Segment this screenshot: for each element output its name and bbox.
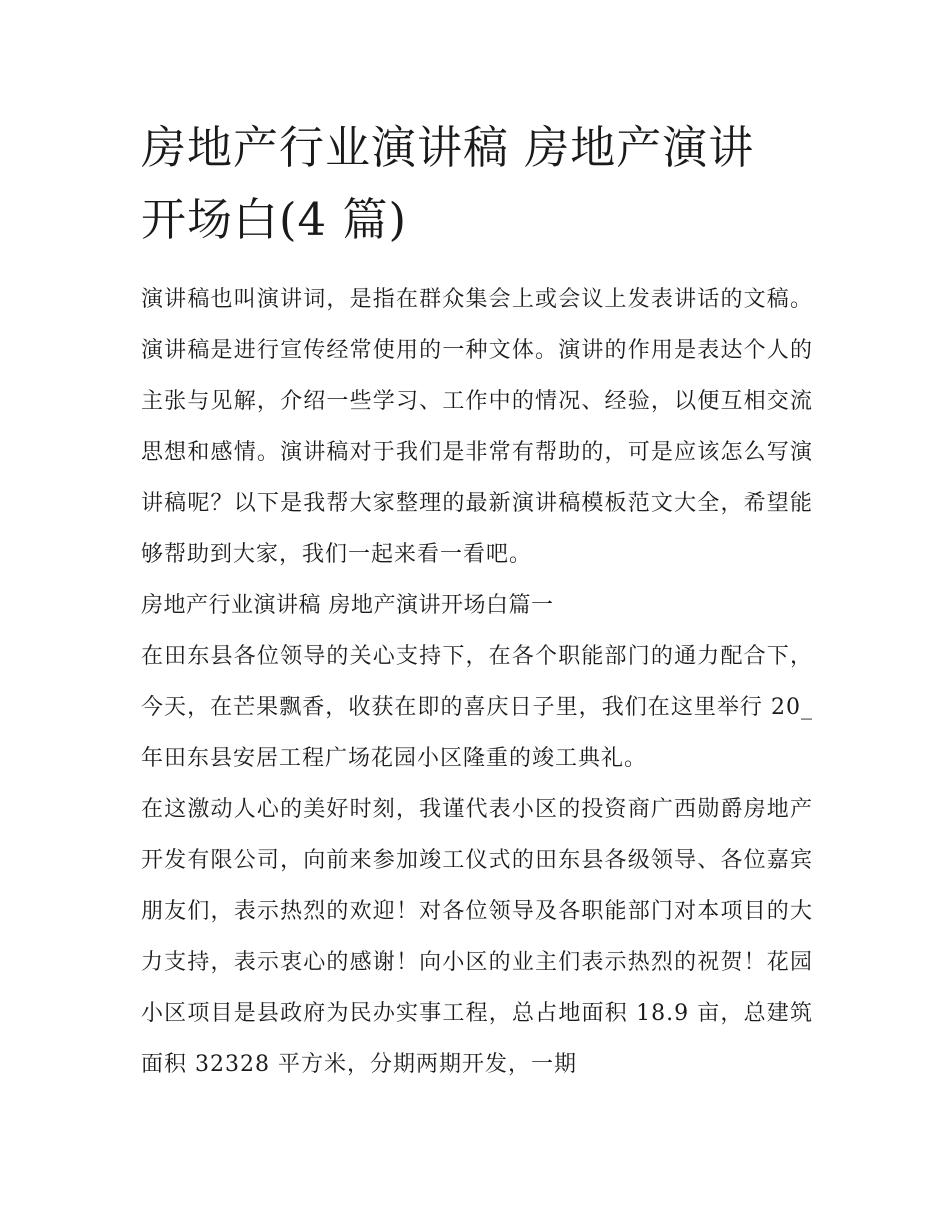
title-line-1: 房地产行业演讲稿 房地产演讲 — [141, 121, 755, 174]
title-line-2: 开场白(4 篇) — [141, 193, 408, 246]
body-paragraph-2: 在这激动人心的美好时刻，我谨代表小区的投资商广西勋爵房地产开发有限公司，向前来参加竣工仪式的田东县各级领导、各位嘉宾朋友们，表示热烈的欢迎！对各位领导及各职能部门对本项目的大力支持，表示衷心的感谢！向小区的业主们表示热烈的祝贺！花园小区项目是县政府为民办实事工程，总占地面积 18.9 亩，总建筑面积 32328 平方米，分期两期开发，一期 — [141, 797, 813, 1077]
intro-paragraph: 演讲稿也叫演讲词，是指在群众集会上或会议上发表讲话的文稿。演讲稿是进行宣传经常使用的一种文体。演讲的作用是表达个人的主张与见解，介绍一些学习、工作中的情况、经验，以便互相交流思想和感情。演讲稿对于我们是非常有帮助的，可是应该怎么写演讲稿呢？以下是我帮大家整理的最新演讲稿模板范文大全，希望能够帮助到大家，我们一起来看一看吧。 — [141, 287, 813, 567]
document-title — [141, 112, 813, 256]
section-heading: 房地产行业演讲稿 房地产演讲开场白篇一 — [141, 593, 554, 618]
body-paragraph-1: 在田东县各位领导的关心支持下，在各个职能部门的通力配合下，今天，在芒果飘香，收获在即的喜庆日子里，我们在这里举行 20_年田东县安居工程广场花园小区隆重的竣工典礼。 — [141, 644, 813, 771]
document-page — [141, 112, 813, 1090]
